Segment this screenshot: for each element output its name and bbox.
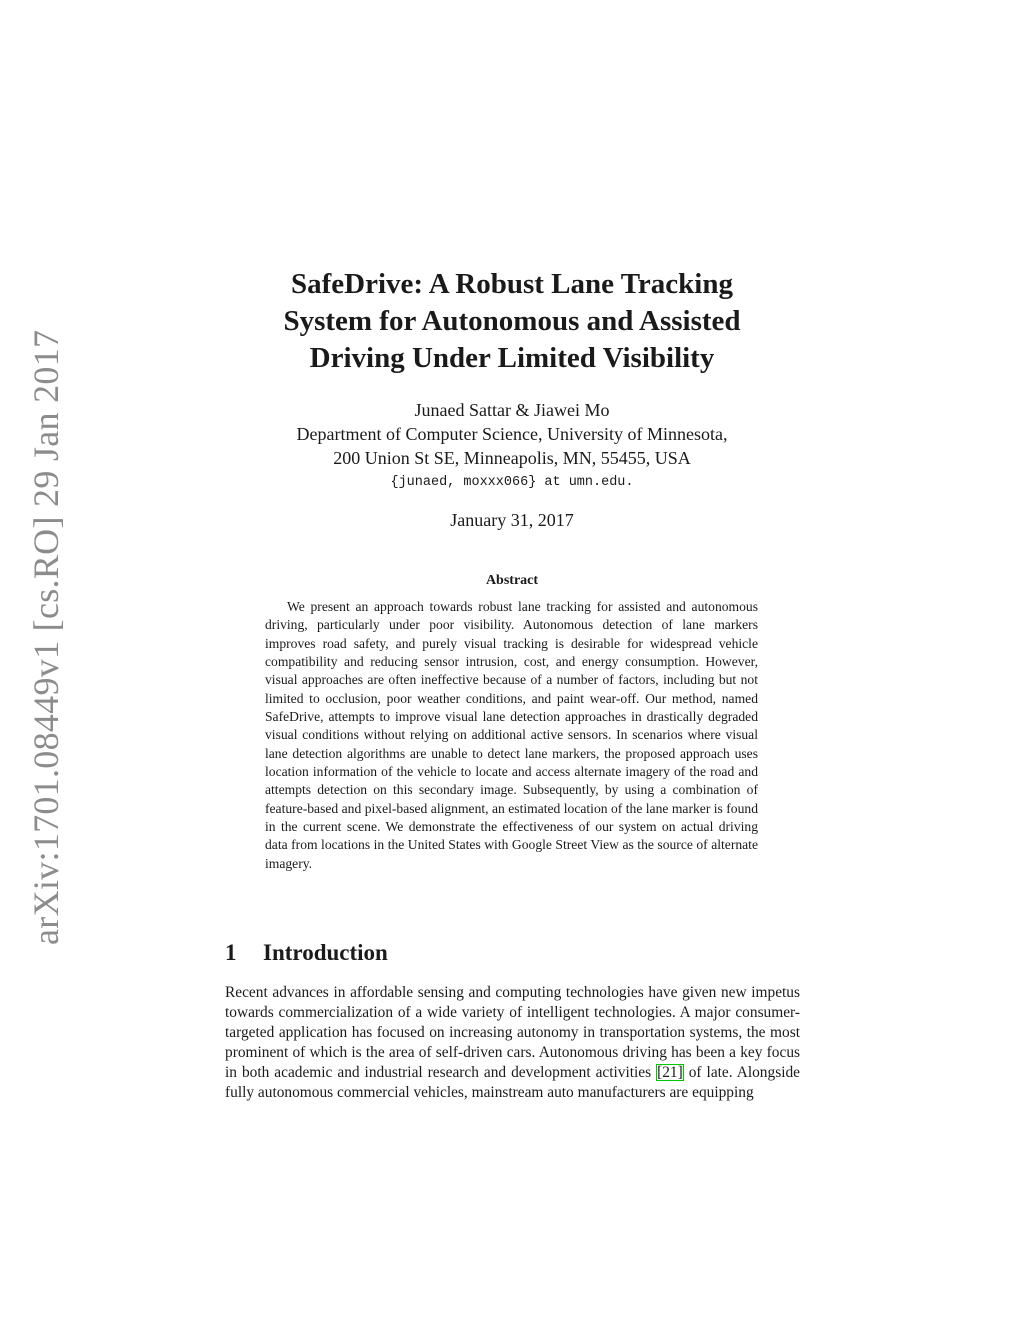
arxiv-identifier-stamp: arXiv:1701.08449v1 [cs.RO] 29 Jan 2017 [26,329,66,945]
title-line-2: System for Autonomous and Assisted [283,305,741,337]
affiliation-line-1: Department of Computer Science, University of Minnesota, [296,424,728,444]
intro-text-part-2: of late. Alongside fully autonomous commercial vehicles, mainstream auto manufacturers are equipping [225,1064,800,1101]
author-names: Junaed Sattar & Jiawei Mo [414,400,610,420]
abstract-text: We present an approach towards robust lane tracking for assisted and autonomous driving, particularly under poor visibility. Autonomous detection of lane markers improves road safety, and purely visual tracking is desirable for widespread vehicle compatibility and reducing sensor intrusion, cost, and energy consumption. However, visual approaches are often ineffective because of a number of factors, including but not limited to occlusion, poor weather conditions, and paint wear-off. Our method, named SafeDrive, attempts to improve visual lane detection approaches in drastically degraded visual conditions without relying on additional active sensors. In scenarios where visual lane detection algorithms are unable to detect lane markers, the proposed approach uses location information of the vehicle to locate and access alternate imagery of the road and attempts detection on this secondary image. Subsequently, by using a combination of feature-based and pixel-based alignment, an estimated location of the lane marker is found in the current scene. We demonstrate the effectiveness of our system on actual driving data from locations in the United States with Google Street View as the source of alternate imagery. [265,599,758,871]
affiliation-line-2: 200 Union St SE, Minneapolis, MN, 55455, USA [333,448,691,468]
section-number: 1 [225,940,237,965]
author-block [212,398,812,495]
paper-title [212,266,812,377]
author-email: {junaed, moxxx066} at umn.edu. [390,475,634,490]
section-title: Introduction [263,940,388,965]
title-line-3: Driving Under Limited Visibility [309,342,715,374]
section-heading-introduction [225,938,805,968]
abstract-heading: Abstract [485,573,539,588]
paper-date: January 31, 2017 [450,510,574,530]
intro-text-part-1: Recent advances in affordable sensing and computing technologies have given new impetus towards commercialization of a wide variety of intelligent technologies. A major consumer-targeted application has focused on increasing autonomy in transportation systems, the most prominent of which is the area of self-driven cars. Autonomous driving has been a key focus in both academic and industrial research and development activities [225,984,800,1081]
introduction-paragraph [225,983,800,1103]
title-line-1: SafeDrive: A Robust Lane Tracking [290,268,733,300]
citation-link-21[interactable]: [21] [657,1064,683,1081]
